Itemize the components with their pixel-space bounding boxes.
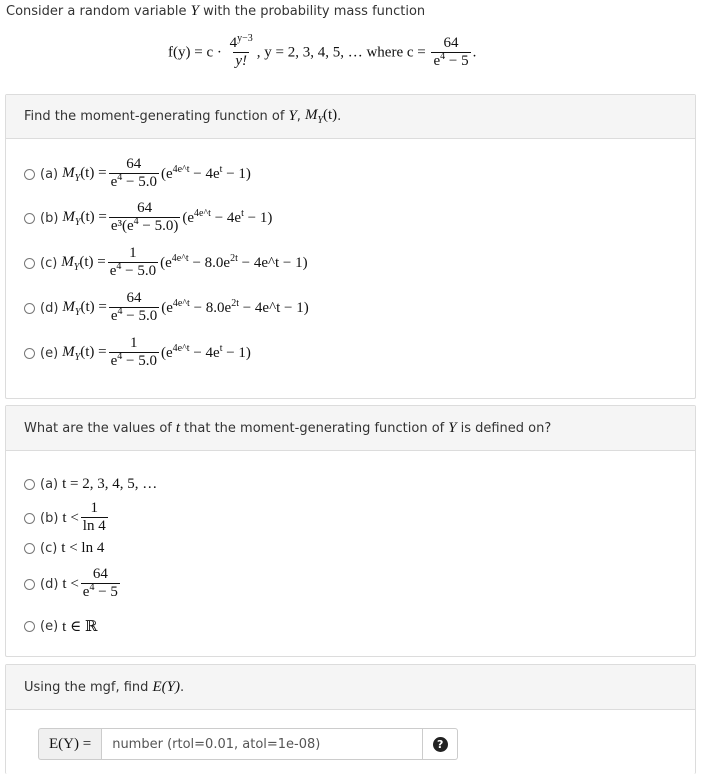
option-lhs: t < xyxy=(62,509,79,526)
option-fraction xyxy=(109,336,159,370)
question-circle-icon[interactable]: ? xyxy=(433,737,448,752)
q1-prompt-arg: (t) xyxy=(323,107,338,123)
question-3-card xyxy=(5,664,696,774)
q2-option-a[interactable] xyxy=(24,476,157,493)
option-fraction xyxy=(109,291,159,325)
paren-exp: 4e^t xyxy=(172,297,190,309)
fraction-den-post: − 5.0 xyxy=(122,173,157,190)
fraction-num: 1 xyxy=(129,245,137,261)
mgf-sub: Y xyxy=(73,261,80,273)
option-fraction xyxy=(108,246,158,280)
fraction-num: 64 xyxy=(92,566,108,582)
mgf-arg: (t) = xyxy=(80,208,107,225)
option-label: (a) xyxy=(40,477,59,492)
q2-option-b[interactable] xyxy=(24,501,110,535)
radio-button[interactable] xyxy=(24,169,35,180)
paren-a: (e xyxy=(160,165,173,182)
paren-exp2: 2t xyxy=(231,297,239,309)
paren-exp2: 2t xyxy=(230,252,238,264)
option-math: t ∈ ℝ xyxy=(62,619,98,635)
answer-addon-label: E(Y) = xyxy=(38,728,101,760)
option-label: (e) xyxy=(40,345,59,361)
q3-prompt: Using the mgf, find xyxy=(24,679,149,695)
paren-b: − 4e xyxy=(210,209,242,226)
option-label: (a) xyxy=(40,166,59,182)
fraction-num: 64 xyxy=(126,290,142,306)
fraction-den-exp: 4 xyxy=(89,581,95,593)
mgf-sub: Y xyxy=(74,172,81,184)
fraction-den-pre: e xyxy=(110,307,118,324)
question-1-header xyxy=(6,95,695,139)
q1-prompt-sub: Y xyxy=(317,115,323,126)
intro-text xyxy=(6,3,425,20)
q2-prompt-mid: that the moment-generating function of xyxy=(184,420,445,436)
q1-option-b[interactable] xyxy=(24,201,272,235)
mgf-m: M xyxy=(62,298,75,315)
fraction-den-base: e xyxy=(82,583,90,600)
fraction-den-pre: e xyxy=(110,173,118,190)
q2-prompt-var: Y xyxy=(448,419,457,436)
question-2-card xyxy=(5,405,696,657)
q3-prompt-math: E(Y) xyxy=(152,678,180,695)
option-label: (d) xyxy=(40,300,59,316)
q1-option-a[interactable] xyxy=(24,157,251,191)
q1-prompt-sep: , xyxy=(296,109,301,124)
fraction-den-pre: e³(e xyxy=(110,217,134,234)
q1-prompt-m: M xyxy=(304,107,318,123)
mgf-sub: Y xyxy=(74,216,81,228)
option-label: (d) xyxy=(40,576,59,592)
fraction-num: 1 xyxy=(90,500,98,516)
fraction-den-exp: 4 xyxy=(116,260,122,272)
option-label: (e) xyxy=(40,619,59,634)
option-label: (c) xyxy=(40,541,58,556)
mgf-m: M xyxy=(62,164,75,181)
mgf-sub: Y xyxy=(74,306,81,318)
fraction-den-post: − 5.0) xyxy=(138,217,179,234)
mgf-arg: (t) = xyxy=(80,343,107,360)
pmf-num: 4 xyxy=(229,35,238,51)
question-1-card xyxy=(5,94,696,399)
paren-a: (e xyxy=(160,344,173,361)
radio-button[interactable] xyxy=(24,213,35,224)
intro-part: Consider a random variable xyxy=(6,4,191,19)
paren-c: − 1) xyxy=(243,209,273,226)
option-fraction xyxy=(109,201,181,235)
fraction-den-pre: e xyxy=(110,352,118,369)
paren-b: − 4e xyxy=(189,344,220,361)
radio-button[interactable] xyxy=(24,258,35,269)
help-button[interactable] xyxy=(423,728,458,760)
q2-prompt-end: is defined on? xyxy=(460,420,552,436)
q2-option-e[interactable] xyxy=(24,617,97,636)
pmf-lhs: f(y) = c · xyxy=(168,44,226,61)
fraction-den-exp: 4 xyxy=(117,171,123,183)
pmf-end: . xyxy=(472,44,477,61)
answer-input[interactable] xyxy=(101,728,423,760)
c-num: 64 xyxy=(443,35,459,51)
mgf-arg: (t) = xyxy=(80,298,107,315)
paren-exp2: t xyxy=(241,207,244,219)
pmf-formula xyxy=(168,33,477,70)
paren-c: − 1) xyxy=(222,344,251,361)
intro-part: with the probability mass function xyxy=(198,4,426,19)
paren-exp2: t xyxy=(219,342,223,354)
mgf-m: M xyxy=(61,253,74,270)
pmf-domain: , y = 2, 3, 4, 5, … where c = xyxy=(256,44,430,61)
option-fraction xyxy=(81,567,120,601)
paren-exp: 4e^t xyxy=(171,252,189,264)
q3-prompt-end: . xyxy=(179,679,185,695)
question-2-header xyxy=(6,406,695,451)
option-math: t < ln 4 xyxy=(61,540,105,556)
radio-button[interactable] xyxy=(24,579,35,590)
radio-button[interactable] xyxy=(24,513,35,524)
fraction-den-rest: − 5 xyxy=(94,583,118,600)
radio-button[interactable] xyxy=(24,621,35,632)
option-math: t = 2, 3, 4, 5, … xyxy=(62,476,158,492)
paren-b: − 4e xyxy=(189,165,220,182)
paren-c: − 4e^t − 1) xyxy=(237,254,308,271)
intro-var: Y xyxy=(190,3,199,19)
q2-prompt: What are the values of xyxy=(24,420,172,436)
c-den-rest: − 5 xyxy=(445,52,469,69)
paren-exp2: t xyxy=(219,163,223,175)
q1-option-d[interactable] xyxy=(24,291,309,325)
paren-b: − 8.0e xyxy=(188,254,231,271)
option-label: (b) xyxy=(40,210,59,226)
q2-option-c[interactable] xyxy=(24,540,104,557)
fraction-den-post: − 5.0 xyxy=(121,262,157,279)
paren-exp: 4e^t xyxy=(172,163,190,175)
radio-button[interactable] xyxy=(24,543,35,554)
fraction-num: 1 xyxy=(130,335,138,351)
fraction-den-post: − 5.0 xyxy=(122,307,158,324)
paren-a: (e xyxy=(182,209,195,226)
paren-c: − 1) xyxy=(222,165,251,182)
option-label: (b) xyxy=(40,510,59,526)
pmf-den: y! xyxy=(235,52,247,69)
c-den-exp: 4 xyxy=(440,50,446,62)
fraction-den-pre: e xyxy=(109,262,117,279)
paren-exp: 4e^t xyxy=(194,207,211,219)
fraction-num: 64 xyxy=(137,200,153,216)
radio-button[interactable] xyxy=(24,479,35,490)
paren-exp: 4e^t xyxy=(172,342,190,354)
option-label: (c) xyxy=(40,255,58,271)
mgf-m: M xyxy=(62,343,75,360)
mgf-m: M xyxy=(62,208,75,225)
paren-b: − 8.0e xyxy=(189,299,232,316)
question-3-header xyxy=(6,665,695,710)
pmf-num-exp: y−3 xyxy=(237,33,253,44)
option-fraction xyxy=(81,501,108,535)
q2-option-d[interactable] xyxy=(24,567,122,601)
c-den-base: e xyxy=(433,52,441,69)
radio-button[interactable] xyxy=(24,348,35,359)
q1-option-c[interactable] xyxy=(24,246,308,280)
paren-a: (e xyxy=(161,299,173,316)
pmf-fraction xyxy=(228,33,255,70)
answer-input-group xyxy=(38,728,458,760)
q1-prompt: Find the moment-generating function of xyxy=(24,109,285,124)
mgf-arg: (t) = xyxy=(79,253,106,270)
q1-prompt-end: . xyxy=(337,109,342,124)
c-fraction xyxy=(431,36,470,70)
option-lhs: t < xyxy=(62,575,79,592)
radio-button[interactable] xyxy=(24,303,35,314)
mgf-arg: (t) = xyxy=(80,164,107,181)
fraction-den: ln 4 xyxy=(82,517,106,534)
q1-option-e[interactable] xyxy=(24,336,251,370)
fraction-den-exp: 4 xyxy=(117,305,123,317)
fraction-den-post: − 5.0 xyxy=(122,352,157,369)
fraction-num: 64 xyxy=(126,156,142,172)
paren-c: − 4e^t − 1) xyxy=(238,299,309,316)
fraction-den-exp: 4 xyxy=(117,350,123,362)
fraction-den-exp: 4 xyxy=(133,215,139,227)
mgf-sub: Y xyxy=(74,351,81,363)
option-fraction xyxy=(109,157,159,191)
q1-prompt-var: Y xyxy=(288,108,297,124)
paren-a: (e xyxy=(160,254,172,271)
q2-prompt-t: t xyxy=(175,419,181,436)
